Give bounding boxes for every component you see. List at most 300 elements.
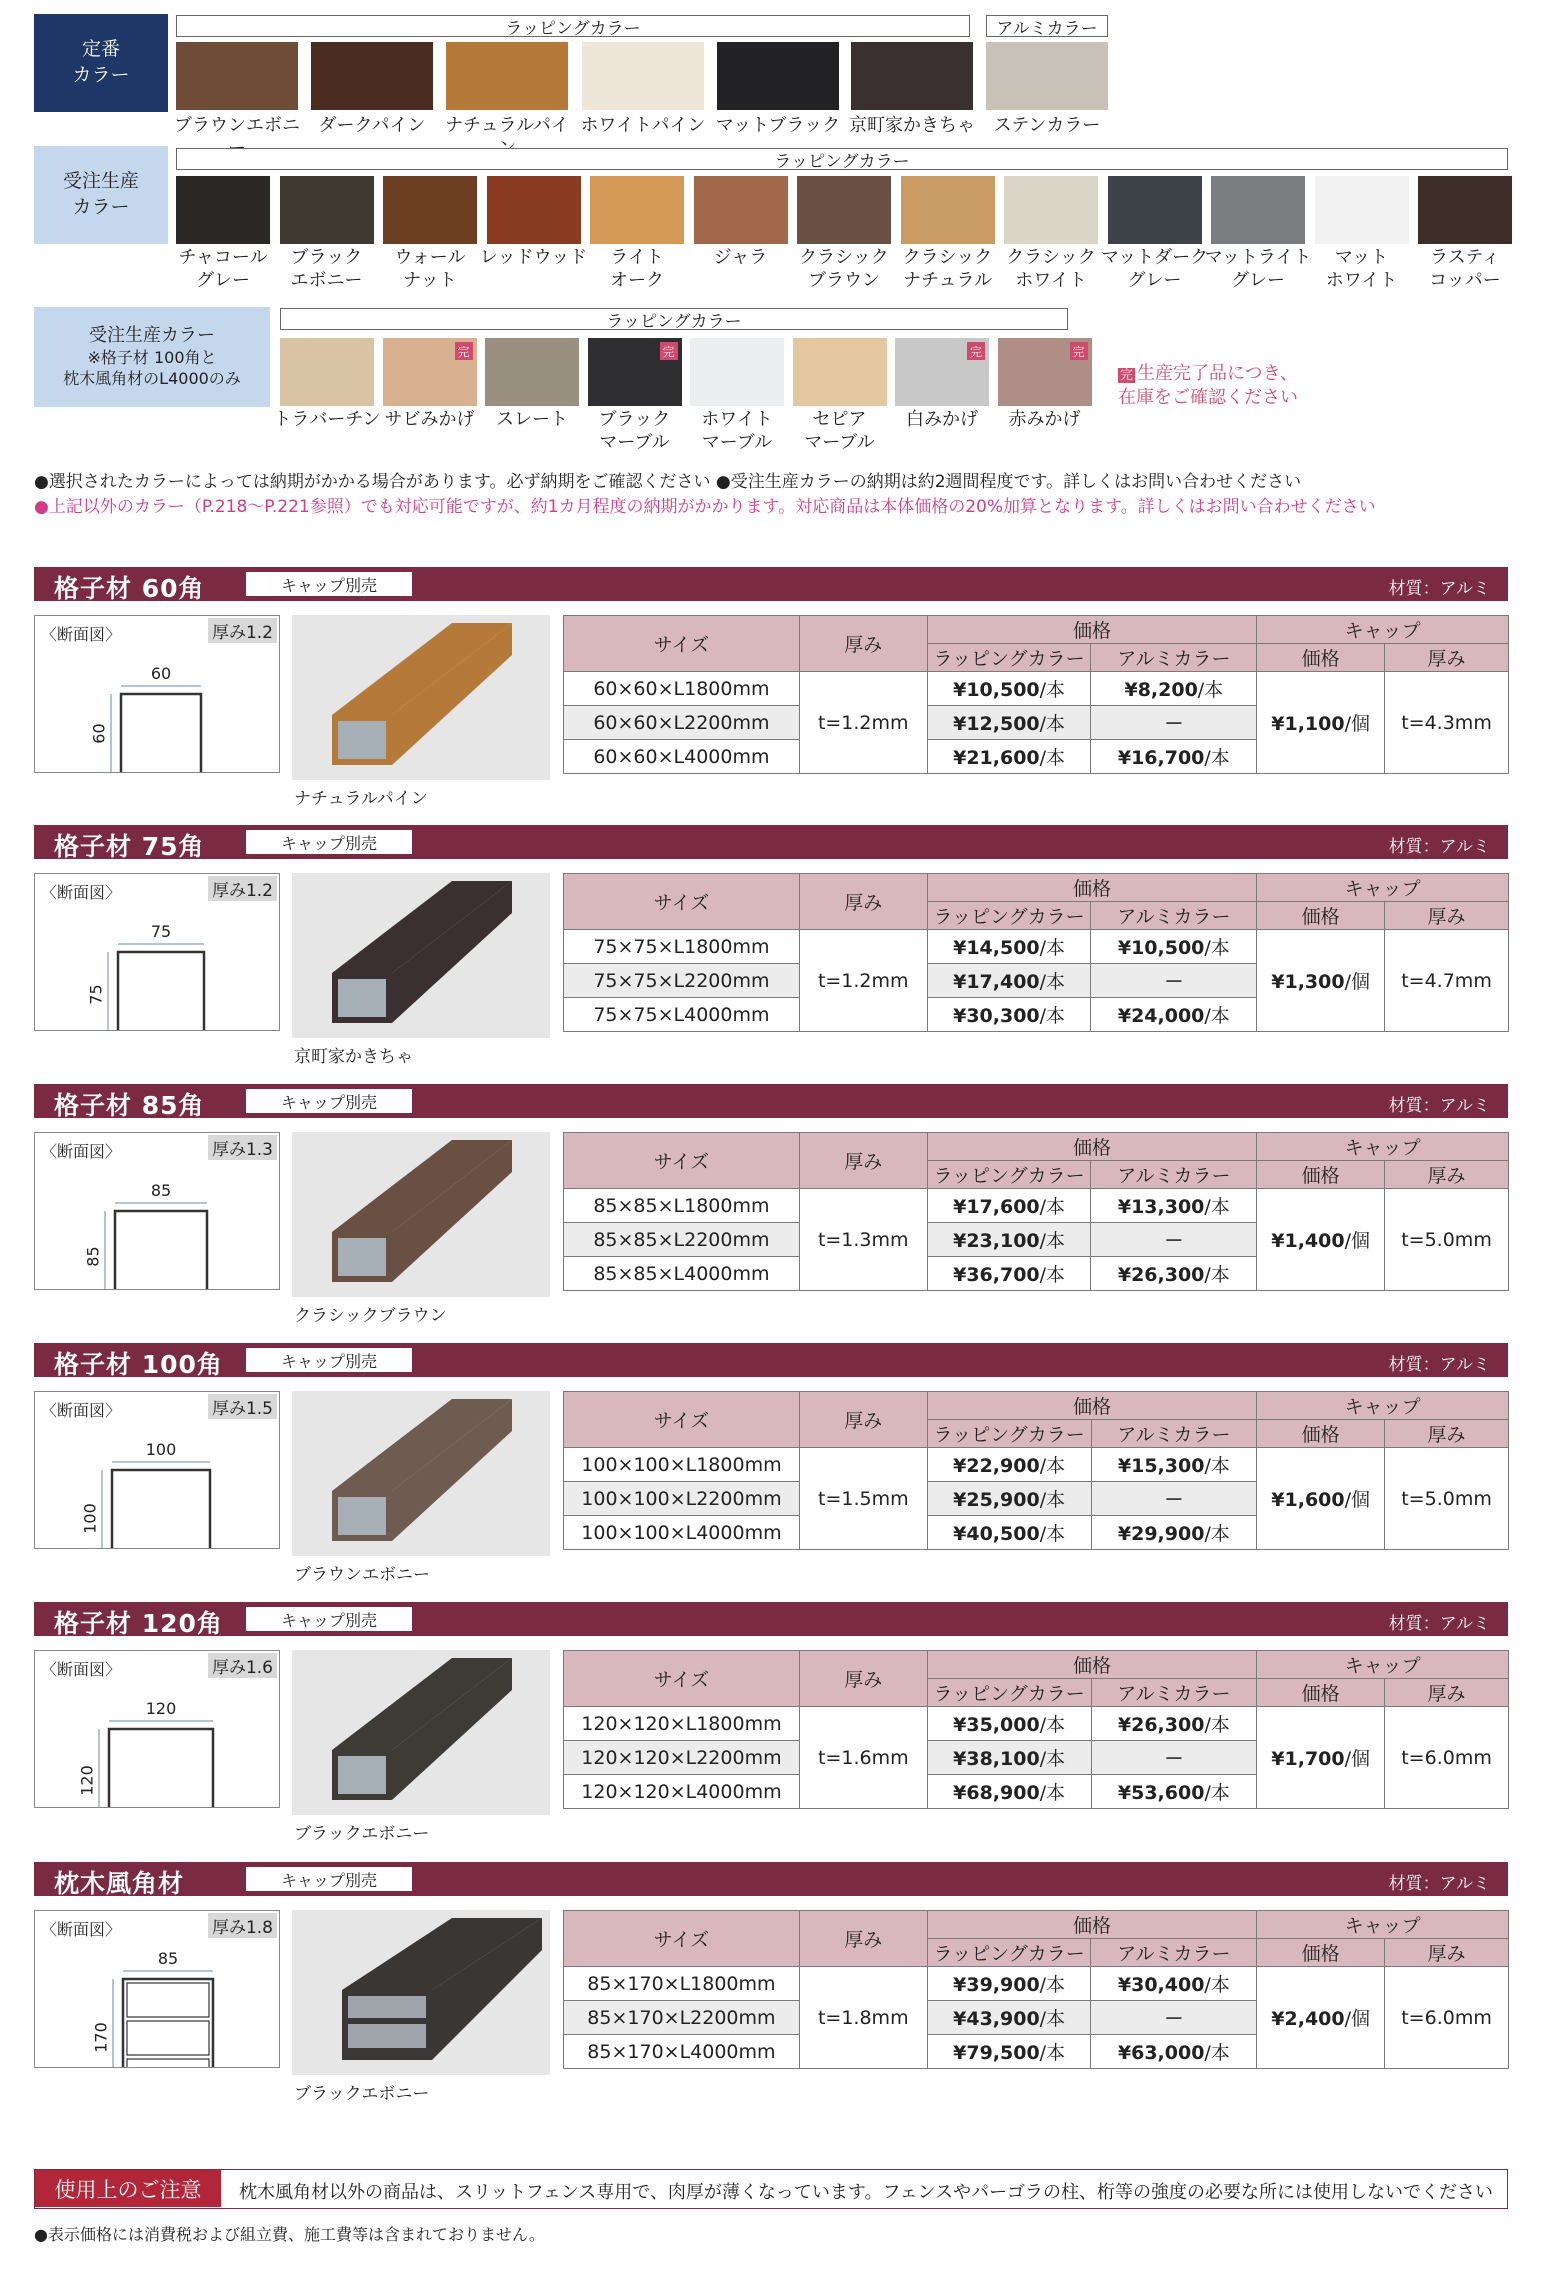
color-swatch-label: レッドウッド [479, 247, 588, 268]
cap-sold-separately-tag: キャップ別売 [246, 830, 412, 854]
wrapping-price-cell [927, 1967, 1091, 2001]
diagram-label: 〈断面図〉 [41, 883, 122, 902]
color-swatch-label: ダークパイン [318, 115, 426, 136]
cap-price: ¥1,400 [1271, 1230, 1345, 1252]
color-swatch-label: トラバーチン [273, 409, 381, 430]
unit-label: /本 [1039, 1264, 1066, 1286]
product-image-caption: ナチュラルパイン [294, 789, 428, 809]
aluminum-price-cell [1091, 1741, 1257, 1775]
aluminum-color-price-header: アルミカラー [1091, 644, 1257, 672]
aluminum-price-cell [1091, 1516, 1257, 1550]
aluminum-price: ¥15,300 [1117, 1455, 1205, 1477]
unit-label: /本 [1204, 1523, 1230, 1545]
cap-thickness-cell: t=4.7mm [1385, 930, 1509, 1032]
cap-thickness-header: 厚み [1385, 902, 1509, 930]
color-swatch-label: 京町家かきちゃ [849, 115, 975, 136]
unit-label: /本 [1039, 1196, 1066, 1218]
cap-price: ¥1,700 [1271, 1748, 1345, 1770]
standard-color-category [34, 14, 168, 112]
color-swatch-label: ラスティ コッパー [1429, 247, 1501, 292]
table-row [564, 1448, 1509, 1482]
cross-section-diagram [34, 873, 280, 1031]
color-swatch-label: ウォール ナット [394, 247, 466, 292]
color-swatch-label: ナチュラルパイ [445, 115, 569, 136]
thickness-cell: t=1.2mm [799, 672, 927, 774]
unit-label: /本 [1204, 1714, 1230, 1736]
cross-section-shape [35, 1133, 279, 1289]
section-header-bar [34, 825, 1508, 859]
wrapping-price-cell [927, 1189, 1091, 1223]
color-swatch [998, 338, 1092, 406]
aluminum-price-cell [1091, 1257, 1257, 1291]
wrapping-color-price-header: ラッピングカラー [927, 902, 1091, 930]
sold-out-mark-icon: 完 [1120, 368, 1134, 383]
color-swatch-label: サビみかげ [384, 409, 475, 430]
section-title: 枕木風角材 [54, 1869, 185, 1898]
wrapping-price-cell [927, 1741, 1091, 1775]
table-row [564, 1189, 1509, 1223]
thickness-header: 厚み [799, 1133, 927, 1189]
color-swatch [487, 176, 581, 244]
product-image [292, 1132, 550, 1297]
section-title: 格子材 120角 [54, 1609, 223, 1638]
aluminum-price: ¥10,500 [1117, 937, 1205, 959]
cap-price-cell [1257, 1967, 1385, 2069]
aluminum-color-price-header: アルミカラー [1091, 1420, 1257, 1448]
wrapping-price: ¥43,900 [953, 2008, 1040, 2030]
unit-label: /本 [1039, 1489, 1066, 1511]
section-header-bar [34, 567, 1508, 601]
wrapping-price: ¥14,500 [953, 937, 1040, 959]
price-table [563, 1132, 1509, 1291]
unit-label: /本 [1204, 1196, 1230, 1218]
product-image-caption: ブラウンエボニー [294, 1565, 430, 1585]
unit-label: /本 [1039, 2042, 1066, 2064]
size-cell: 100×100×L2200mm [564, 1482, 800, 1516]
aluminum-color-price-header: アルミカラー [1091, 1161, 1257, 1189]
thickness-header: 厚み [799, 1911, 927, 1967]
color-swatch-label: ホワイトパイン [580, 115, 706, 136]
cap-header: キャップ [1257, 874, 1509, 902]
aluminum-price: ¥24,000 [1117, 1005, 1205, 1027]
aluminum-color-price-header: アルミカラー [1091, 1939, 1257, 1967]
cap-price-header: 価格 [1257, 902, 1385, 930]
unit-label: /本 [1039, 1230, 1066, 1252]
color-swatch [280, 176, 374, 244]
wrapping-price: ¥25,900 [953, 1489, 1040, 1511]
unit-label: /本 [1204, 1974, 1230, 1996]
color-swatch [901, 176, 995, 244]
cross-section-shape [35, 1651, 279, 1807]
size-cell: 85×170×L4000mm [564, 2035, 800, 2069]
size-cell: 60×60×L2200mm [564, 706, 800, 740]
wrapping-price: ¥30,300 [953, 1005, 1040, 1027]
aluminum-price: ¥8,200 [1124, 679, 1198, 701]
cap-thickness-cell: t=5.0mm [1385, 1189, 1509, 1291]
wrapping-price: ¥23,100 [953, 1230, 1040, 1252]
sold-out-legend [1118, 362, 1298, 411]
product-image-caption: クラシックブラウン [294, 1306, 447, 1326]
price-header: 価格 [927, 1392, 1257, 1420]
color-swatch [311, 42, 433, 110]
cross-section-shape [35, 1392, 279, 1548]
wrapping-color-header-2: ラッピングカラー [176, 148, 1508, 170]
dimension-height-label: 75 [86, 984, 106, 1005]
stone-category-title: 受注生産カラー [89, 325, 215, 347]
color-swatch [1108, 176, 1202, 244]
unit-label: /個 [1344, 2008, 1371, 2030]
aluminum-price: ¥29,900 [1117, 1523, 1205, 1545]
size-cell: 85×170×L1800mm [564, 1967, 800, 2001]
cap-price-header: 価格 [1257, 1939, 1385, 1967]
section-header-bar [34, 1862, 1508, 1896]
color-swatch-label: セピア マーブル [804, 409, 875, 454]
wrapping-price-cell [927, 964, 1091, 998]
sold-out-badge-icon: 完 [455, 342, 473, 360]
cross-section-diagram [34, 1910, 280, 2068]
color-swatch [793, 338, 887, 406]
unit-label: /本 [1039, 713, 1066, 735]
aluminum-color-price-header: アルミカラー [1091, 1679, 1257, 1707]
aluminum-price-cell [1091, 672, 1257, 706]
color-swatch [176, 42, 298, 110]
diagram-label: 〈断面図〉 [41, 1920, 122, 1939]
color-swatch-label: ジャラ [713, 247, 768, 268]
wrapping-price: ¥38,100 [953, 1748, 1040, 1770]
material-label: 材質：アルミ [1388, 1355, 1490, 1375]
product-render [292, 1650, 550, 1815]
sold-out-badge-icon: 完 [660, 342, 678, 360]
cross-section-shape [35, 874, 279, 1030]
cap-price-cell [1257, 1707, 1385, 1809]
aluminum-price-cell [1091, 964, 1257, 998]
wrapping-price: ¥39,900 [953, 1974, 1040, 1996]
price-table [563, 1650, 1509, 1809]
color-swatch-label: チャコール グレー [178, 247, 268, 292]
material-label: 材質：アルミ [1388, 579, 1490, 599]
cap-thickness-header: 厚み [1385, 1679, 1509, 1707]
color-swatch [383, 176, 477, 244]
size-header: サイズ [564, 616, 800, 672]
cross-section-shape [35, 616, 279, 772]
color-swatch [797, 176, 891, 244]
diagram-label: 〈断面図〉 [41, 1660, 122, 1679]
section-title: 格子材 85角 [54, 1091, 205, 1120]
wrapping-price-cell [927, 740, 1091, 774]
aluminum-price: － [1164, 971, 1184, 993]
table-row [564, 1707, 1509, 1741]
price-table [563, 1910, 1509, 2069]
aluminum-price: － [1164, 2008, 1184, 2030]
usage-caution [34, 2169, 1508, 2209]
wrapping-price: ¥68,900 [953, 1782, 1040, 1804]
table-row [564, 930, 1509, 964]
sold-out-badge-icon: 完 [1070, 342, 1088, 360]
cap-price-header: 価格 [1257, 1420, 1385, 1448]
aluminum-price-cell [1091, 1448, 1257, 1482]
size-cell: 75×75×L4000mm [564, 998, 800, 1032]
size-cell: 85×85×L4000mm [564, 1257, 800, 1291]
color-swatch [590, 176, 684, 244]
unit-label: /本 [1039, 1455, 1066, 1477]
size-cell: 120×120×L1800mm [564, 1707, 800, 1741]
dimension-width-label: 85 [157, 1949, 179, 1968]
cap-thickness-cell: t=6.0mm [1385, 1967, 1509, 2069]
size-cell: 85×85×L2200mm [564, 1223, 800, 1257]
thickness-header: 厚み [799, 616, 927, 672]
wrapping-price-cell [927, 1482, 1091, 1516]
product-render [292, 1132, 550, 1297]
wall-thickness-label: 厚み1.3 [208, 1135, 277, 1160]
dimension-height-label: 170 [91, 2022, 111, 2053]
table-row [564, 1967, 1509, 2001]
aluminum-price-cell [1091, 740, 1257, 774]
wrapping-color-header-3: ラッピングカラー [280, 308, 1068, 330]
price-header: 価格 [927, 1651, 1257, 1679]
sold-out-note: 生産完了品につき、 在庫をご確認ください [1118, 363, 1298, 409]
dimension-width-label: 120 [145, 1699, 177, 1718]
cap-price: ¥1,600 [1271, 1489, 1345, 1511]
wrapping-price: ¥22,900 [953, 1455, 1040, 1477]
color-swatch [582, 42, 704, 110]
dimension-width-label: 85 [150, 1181, 172, 1200]
wrapping-price: ¥10,500 [953, 679, 1040, 701]
product-render [292, 873, 550, 1038]
unit-label: /本 [1204, 937, 1230, 959]
product-image [292, 1910, 550, 2075]
cap-thickness-cell: t=6.0mm [1385, 1707, 1509, 1809]
standard-color-category-label: 定番 カラー [72, 38, 130, 86]
unit-label: /本 [1204, 1005, 1230, 1027]
aluminum-price-cell [1091, 1775, 1257, 1809]
aluminum-price: ¥30,400 [1117, 1974, 1205, 1996]
dimension-height-label: 100 [80, 1503, 100, 1534]
dimension-height-label: 120 [77, 1765, 97, 1796]
wrapping-price-cell [927, 1516, 1091, 1550]
color-swatch [176, 176, 270, 244]
wrapping-price: ¥40,500 [953, 1523, 1040, 1545]
aluminum-price: ¥16,700 [1117, 747, 1205, 769]
wrapping-price: ¥12,500 [953, 713, 1040, 735]
unit-label: /本 [1204, 2042, 1230, 2064]
size-cell: 100×100×L1800mm [564, 1448, 800, 1482]
color-swatch-label: ブラック マーブル [598, 409, 671, 454]
wrapping-price-cell [927, 930, 1091, 964]
cap-price: ¥1,100 [1271, 713, 1345, 735]
note-line-1: ●選択されたカラーによっては納期がかかる場合があります。必ず納期をご確認ください ●受注生産カラーの納期は約2週間程度です。詳しくはお問い合わせください [34, 472, 1302, 492]
wall-thickness-label: 厚み1.8 [208, 1913, 277, 1938]
product-render [292, 615, 550, 780]
color-swatch-label: マットブラック [715, 115, 841, 136]
unit-label: /本 [1039, 1005, 1066, 1027]
product-image [292, 1650, 550, 1815]
wrapping-price: ¥17,400 [953, 971, 1040, 993]
wrapping-price-cell [927, 1448, 1091, 1482]
cap-thickness-header: 厚み [1385, 1420, 1509, 1448]
unit-label: /本 [1204, 1264, 1230, 1286]
size-cell: 85×85×L1800mm [564, 1189, 800, 1223]
table-row [564, 672, 1509, 706]
size-header: サイズ [564, 1911, 800, 1967]
color-swatch-label: ブラック エボニー [290, 247, 363, 292]
section-title: 格子材 75角 [54, 832, 205, 861]
unit-label: /個 [1344, 971, 1370, 993]
unit-label: /本 [1039, 747, 1066, 769]
unit-label: /本 [1039, 971, 1066, 993]
wrapping-color-header-1: ラッピングカラー [176, 15, 970, 37]
color-swatch [485, 338, 579, 406]
thickness-cell: t=1.6mm [799, 1707, 927, 1809]
color-swatch-label: ステンカラー [993, 115, 1101, 136]
cap-price: ¥1,300 [1271, 971, 1345, 993]
wrapping-color-price-header: ラッピングカラー [927, 1939, 1091, 1967]
cross-section-diagram [34, 1132, 280, 1290]
aluminum-price: ¥26,300 [1117, 1714, 1205, 1736]
product-image-caption: ブラックエボニー [294, 2084, 430, 2104]
wall-thickness-label: 厚み1.5 [208, 1394, 277, 1419]
product-render [292, 1391, 550, 1556]
aluminum-price: ¥26,300 [1117, 1264, 1205, 1286]
aluminum-color-header: アルミカラー [986, 15, 1108, 37]
aluminum-price-cell [1091, 930, 1257, 964]
section-title: 格子材 100角 [54, 1350, 223, 1379]
made-to-order-category-label: 受注生産 カラー [62, 170, 139, 218]
wrapping-price-cell [927, 1257, 1091, 1291]
cap-header: キャップ [1257, 1133, 1509, 1161]
cap-price-cell [1257, 930, 1385, 1032]
cap-price-header: 価格 [1257, 644, 1385, 672]
aluminum-price: － [1164, 1748, 1184, 1770]
color-swatch [717, 42, 839, 110]
wrapping-price-cell [927, 1707, 1091, 1741]
thickness-cell: t=1.3mm [799, 1189, 927, 1291]
wrapping-color-price-header: ラッピングカラー [927, 1679, 1091, 1707]
cap-sold-separately-tag: キャップ別売 [246, 1867, 412, 1891]
product-image-caption: 京町家かきちゃ [294, 1047, 413, 1067]
unit-label: /本 [1039, 937, 1066, 959]
cap-header: キャップ [1257, 1911, 1509, 1939]
price-header: 価格 [927, 1911, 1257, 1939]
price-header: 価格 [927, 616, 1257, 644]
aluminum-price: － [1164, 713, 1184, 735]
size-cell: 120×120×L4000mm [564, 1775, 800, 1809]
thickness-header: 厚み [799, 874, 927, 930]
color-swatch [895, 338, 989, 406]
wrapping-price-cell [927, 672, 1091, 706]
cap-header: キャップ [1257, 1651, 1509, 1679]
cap-price-cell [1257, 672, 1385, 774]
cap-thickness-cell: t=4.3mm [1385, 672, 1509, 774]
unit-label: /個 [1344, 1489, 1371, 1511]
price-table [563, 873, 1509, 1032]
aluminum-price-cell [1091, 2035, 1257, 2069]
section-title: 格子材 60角 [54, 574, 205, 603]
aluminum-price-cell [1091, 706, 1257, 740]
footnote: ●表示価格には消費税および組立費、施工費等は含まれておりません。 [34, 2225, 545, 2244]
color-swatch [694, 176, 788, 244]
thickness-cell: t=1.8mm [799, 1967, 927, 2069]
color-swatch [383, 338, 477, 406]
wrapping-price-cell [927, 2035, 1091, 2069]
cap-sold-separately-tag: キャップ別売 [246, 1348, 412, 1372]
cross-section-shape [35, 1911, 279, 2067]
product-render [292, 1910, 550, 2075]
color-swatch [1211, 176, 1305, 244]
wrapping-price-cell [927, 1223, 1091, 1257]
aluminum-price: － [1164, 1230, 1184, 1252]
dimension-width-label: 100 [145, 1440, 177, 1459]
product-image-caption: ブラックエボニー [294, 1824, 430, 1844]
wrapping-price: ¥21,600 [953, 747, 1040, 769]
unit-label: /個 [1344, 1230, 1370, 1252]
unit-label: /本 [1039, 2008, 1066, 2030]
diagram-label: 〈断面図〉 [41, 625, 122, 644]
color-swatch [446, 42, 568, 110]
size-cell: 60×60×L4000mm [564, 740, 800, 774]
unit-label: /本 [1039, 1974, 1066, 1996]
dimension-height-label: 60 [89, 723, 109, 744]
aluminum-price-cell [1091, 1707, 1257, 1741]
cap-price-header: 価格 [1257, 1161, 1385, 1189]
wall-thickness-label: 厚み1.2 [208, 618, 277, 643]
size-header: サイズ [564, 874, 800, 930]
aluminum-price-cell [1091, 1223, 1257, 1257]
wrapping-price-cell [927, 706, 1091, 740]
cap-price-cell [1257, 1189, 1385, 1291]
size-cell: 100×100×L4000mm [564, 1516, 800, 1550]
thickness-cell: t=1.5mm [799, 1448, 927, 1550]
cross-section-diagram [34, 1391, 280, 1549]
unit-label: /本 [1039, 679, 1066, 701]
color-swatch [280, 338, 374, 406]
aluminum-price-cell [1091, 1482, 1257, 1516]
sold-out-badge-icon: 完 [967, 342, 985, 360]
unit-label: /本 [1039, 1748, 1066, 1770]
cap-price: ¥2,400 [1271, 2008, 1345, 2030]
color-swatch-label: マット ホワイト [1325, 247, 1398, 292]
made-to-order-category [34, 146, 168, 244]
diagram-label: 〈断面図〉 [41, 1401, 122, 1420]
aluminum-price-cell [1091, 1189, 1257, 1223]
size-cell: 60×60×L1800mm [564, 672, 800, 706]
cap-thickness-cell: t=5.0mm [1385, 1448, 1509, 1550]
product-image [292, 873, 550, 1038]
aluminum-price: ¥63,000 [1117, 2042, 1205, 2064]
wrapping-color-price-header: ラッピングカラー [927, 1161, 1091, 1189]
cap-sold-separately-tag: キャップ別売 [246, 572, 412, 596]
color-swatch-label: 白みかげ [906, 409, 978, 430]
price-header: 価格 [927, 874, 1257, 902]
price-table [563, 615, 1509, 774]
size-header: サイズ [564, 1651, 800, 1707]
product-image [292, 615, 550, 780]
dimension-width-label: 75 [150, 922, 172, 941]
color-swatch-label: ライト オーク [610, 247, 664, 292]
cap-thickness-header: 厚み [1385, 1161, 1509, 1189]
unit-label: /本 [1039, 1714, 1066, 1736]
size-cell: 75×75×L1800mm [564, 930, 800, 964]
unit-label: /本 [1197, 679, 1224, 701]
wrapping-price: ¥17,600 [953, 1196, 1040, 1218]
stone-category-note: ※格子材 100角と 枕木風角材のL4000のみ [63, 348, 241, 389]
color-swatch-label: マットライト グレー [1204, 247, 1312, 292]
caution-tag: 使用上のご注意 [35, 2170, 221, 2207]
color-swatch-label: クラシック ブラウン [799, 247, 889, 292]
wall-thickness-label: 厚み1.2 [208, 876, 277, 901]
unit-label: /本 [1039, 1523, 1066, 1545]
size-cell: 75×75×L2200mm [564, 964, 800, 998]
color-swatch [1004, 176, 1098, 244]
